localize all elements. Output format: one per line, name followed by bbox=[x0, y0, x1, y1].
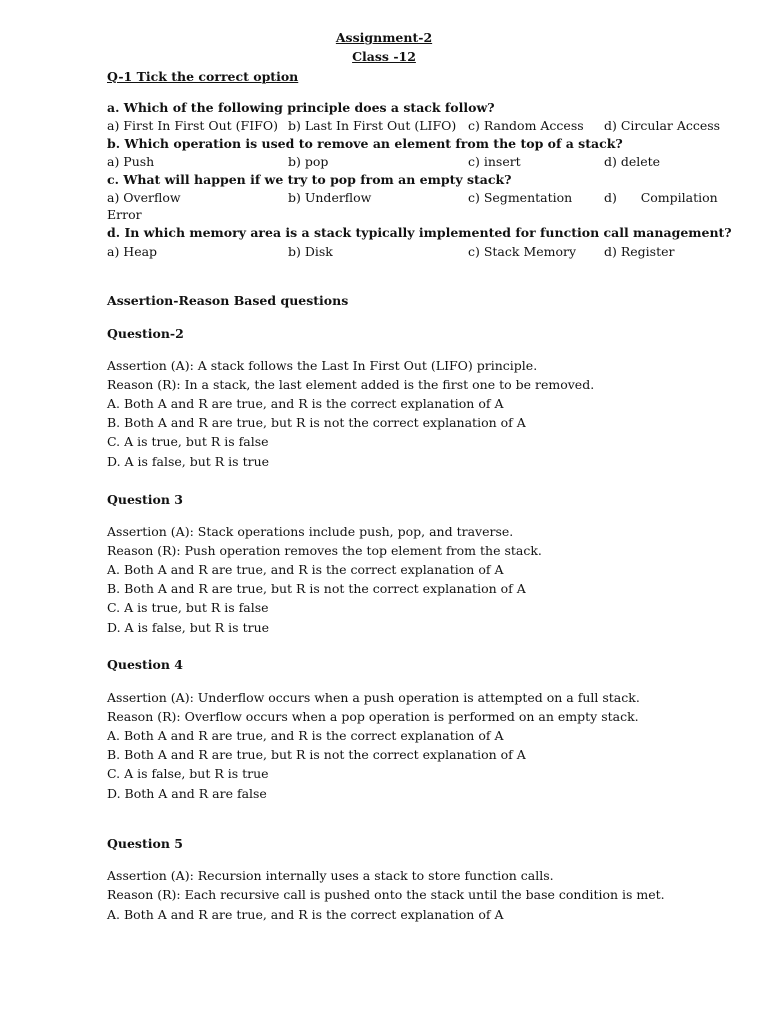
question-3-label: Question 3 bbox=[107, 492, 183, 507]
question-3-assertion: Assertion (A): Stack operations include push, pop, and traverse. bbox=[107, 524, 514, 539]
mcq-question-c: c. What will happen if we try to pop from an empty stack? bbox=[107, 172, 512, 187]
question-2-option-b: B. Both A and R are true, but R is not the correct explanation of A bbox=[107, 415, 526, 430]
mcq-question-b: b. Which operation is used to remove an element from the top of a stack? bbox=[107, 136, 623, 151]
question-5-assertion: Assertion (A): Recursion internally uses a stack to store function calls. bbox=[107, 868, 554, 883]
mcq-c-option-d-wrap: Error bbox=[107, 207, 142, 222]
mcq-d-option-c: c) Stack Memory bbox=[468, 244, 577, 259]
question-3-option-b: B. Both A and R are true, but R is not the correct explanation of A bbox=[107, 581, 526, 596]
mcq-a-option-c: c) Random Access bbox=[468, 118, 584, 133]
mcq-c-option-c: c) Segmentation bbox=[468, 190, 573, 205]
mcq-b-option-a: a) Push bbox=[107, 154, 155, 169]
mcq-a-option-a: a) First In First Out (FIFO) bbox=[107, 118, 278, 133]
question-2-reason: Reason (R): In a stack, the last element added is the first one to be removed. bbox=[107, 377, 595, 392]
mcq-d-option-b: b) Disk bbox=[288, 244, 333, 259]
mcq-c-option-a: a) Overflow bbox=[107, 190, 181, 205]
question-5-label: Question 5 bbox=[107, 836, 183, 851]
mcq-b-option-d: d) delete bbox=[604, 154, 661, 169]
mcq-c-option-b: b) Underflow bbox=[288, 190, 372, 205]
mcq-question-a: a. Which of the following principle does a stack follow? bbox=[107, 100, 495, 115]
mcq-d-option-a: a) Heap bbox=[107, 244, 158, 259]
question-4-option-a: A. Both A and R are true, and R is the correct explanation of A bbox=[107, 728, 504, 743]
section1-title: Q-1 Tick the correct option bbox=[107, 69, 299, 84]
question-2-option-c: C. A is true, but R is false bbox=[107, 434, 269, 449]
question-3-option-d: D. A is false, but R is true bbox=[107, 620, 270, 635]
question-4-option-d: D. Both A and R are false bbox=[107, 786, 267, 801]
mcq-question-d: d. In which memory area is a stack typically implemented for function call management? bbox=[107, 225, 732, 240]
question-3-option-c: C. A is true, but R is false bbox=[107, 600, 269, 615]
mcq-a-option-b: b) Last In First Out (LIFO) bbox=[288, 118, 457, 133]
mcq-b-option-c: c) insert bbox=[468, 154, 521, 169]
question-3-option-a: A. Both A and R are true, and R is the correct explanation of A bbox=[107, 562, 504, 577]
class-label: Class -12 bbox=[352, 49, 416, 64]
section2-title: Assertion-Reason Based questions bbox=[107, 293, 349, 308]
question-2-option-d: D. A is false, but R is true bbox=[107, 454, 270, 469]
question-3-reason: Reason (R): Push operation removes the top element from the stack. bbox=[107, 543, 542, 558]
question-5-reason: Reason (R): Each recursive call is pushed onto the stack until the base condition is met. bbox=[107, 887, 665, 902]
question-2-option-a: A. Both A and R are true, and R is the correct explanation of A bbox=[107, 396, 504, 411]
question-4-assertion: Assertion (A): Underflow occurs when a push operation is attempted on a full stack. bbox=[107, 690, 640, 705]
mcq-b-option-b: b) pop bbox=[288, 154, 329, 169]
mcq-d-option-d: d) Register bbox=[604, 244, 675, 259]
question-4-reason: Reason (R): Overflow occurs when a pop operation is performed on an empty stack. bbox=[107, 709, 639, 724]
question-4-option-c: C. A is false, but R is true bbox=[107, 766, 269, 781]
mcq-a-option-d: d) Circular Access bbox=[604, 118, 721, 133]
question-4-option-b: B. Both A and R are true, but R is not the correct explanation of A bbox=[107, 747, 526, 762]
question-4-label: Question 4 bbox=[107, 657, 183, 672]
assignment-title: Assignment-2 bbox=[335, 30, 433, 45]
question-2-label: Question-2 bbox=[107, 326, 184, 341]
mcq-c-option-d: d) Compilation bbox=[604, 190, 718, 205]
question-5-option-a: A. Both A and R are true, and R is the correct explanation of A bbox=[107, 907, 504, 922]
question-2-assertion: Assertion (A): A stack follows the Last In First Out (LIFO) principle. bbox=[107, 358, 538, 373]
